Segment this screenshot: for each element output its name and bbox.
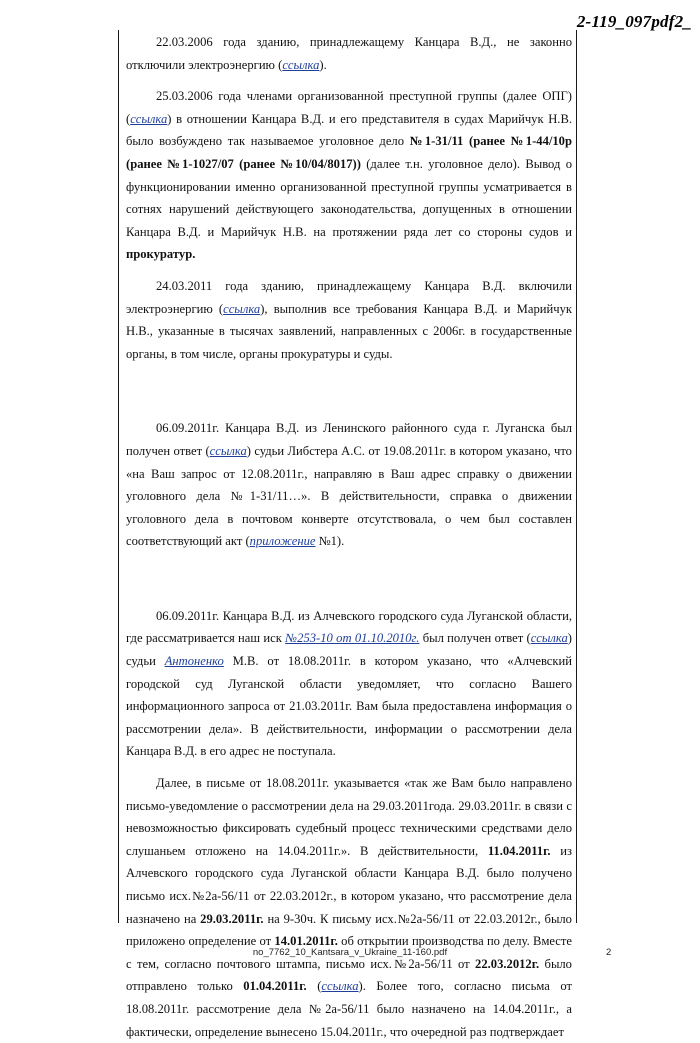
footer-filename: no_7762_10_Kantsara_v_Ukraine_11-160.pdf [252, 947, 448, 958]
text-run: об открытии производства по делу. Вместе с тем, согласно почтового штампа, письмо исх.№2а-56/11 от [126, 934, 572, 971]
paragraph-2 [126, 85, 572, 266]
text-run: 22.03.2006 года зданию, принадлежащему Канцара В.Д., не законно отключили электроэнергию ( [126, 35, 572, 72]
document-stamp: 2-119_097pdf2_ [576, 12, 692, 31]
text-run: был получен ответ ( [419, 631, 531, 646]
text-run: №1). [315, 534, 345, 549]
paragraph-4 [126, 417, 572, 553]
text-run: из Алчевского городского суда Луганской области Канцара В.Д. было получено письмо исх.№2а-56/11 от 22.03.2012г., в котором указано, что рассмотрение дела назначено на [126, 843, 572, 926]
bold-text: 14.01.2011г. [274, 934, 338, 949]
reference-link[interactable]: ссылка [130, 111, 168, 126]
reference-link[interactable]: №253-10 от 01.10.2010г. [285, 631, 420, 646]
text-run: ) судьи Либстера А.С. от 19.08.2011г. в котором указано, что «на Ваш запрос от 12.08.2011г., направляю в Ваш адрес справку о движении уголовного дела №1-31/11…». В действительности, справка о движении уголовного дела в почтовом конверте отсутствовала, о чем был составлен соответствующий акт ( [126, 443, 572, 549]
reference-link[interactable]: ссылка [321, 979, 359, 994]
bold-text: 29.03.2011г. [200, 911, 264, 926]
text-run: ), выполнив все требования Канцара В.Д. и Марийчук Н.В., указанные в тысячах заявлений, направленных с 2006г. в государственные органы, в том числе, органы прокуратуры и суды. [126, 301, 572, 361]
text-run: 25.03.2006 года членами организованной преступной группы (далее ОПГ) ( [126, 89, 572, 126]
left-margin-rule [118, 30, 119, 923]
text-run: было отправлено только [126, 956, 572, 994]
text-run: ). Более того, согласно письма от 18.08.2011г. рассмотрение дела №2а-56/11 было назначено на 14.04.2011г., а фактически, определение вынесено 15.04.2011г., что очередной раз подтверждает [126, 979, 573, 1039]
text-run: ). [319, 57, 327, 72]
text-run: 24.03.2011 года зданию, принадлежащему Канцара В.Д. включили электроэнергию ( [126, 278, 572, 316]
text-run: 06.09.2011г. Канцара В.Д. из Алчевского городского суда Луганской области, где рассматривается наш иск [126, 608, 572, 646]
text-run: М.В. от 18.08.2011г. в котором указано, что «Алчевский городской суд Луганской области уведомляет, что согласно Вашего информационного запроса от 21.03.2011г. Вам была предоставлена информация о рассмотрении дела». В действительности, информации о рассмотрении дела Канцара В.Д. в его адрес не поступала. [126, 654, 572, 759]
text-run: ( [306, 979, 322, 994]
text-run: 06.09.2011г. Канцара В.Д. из Ленинского районного суда г. Луганска был получен ответ ( [126, 421, 572, 458]
reference-link[interactable]: Антоненко [164, 654, 224, 669]
text-run: ) судьи [126, 631, 572, 669]
text-run: (далее т.н. уголовное дело). Вывод о функционировании именно организованной преступной группы усматривается в сотнях нарушений действующего законодательства, допущенных в отношении Канцара В.Д. и Марийчук Н.В. на протяжении ряда лет со стороны судов и [126, 156, 572, 239]
reference-link[interactable]: ссылка [282, 57, 320, 72]
bold-text: 01.04.2011г. [243, 979, 307, 994]
document-body [126, 31, 572, 1043]
reference-link[interactable]: ссылка [223, 301, 261, 316]
bold-text: 11.04.2011г. [487, 843, 551, 858]
paragraph-6 [126, 772, 572, 1043]
text-run: на 9-30ч. К письму исх.№2а-56/11 от 22.03.2012г., было приложено определение от [126, 911, 572, 949]
bold-text: 22.03.2012г. [475, 956, 540, 971]
reference-link[interactable]: ссылка [530, 631, 568, 646]
bold-text: №1-31/11 (ранее №1-44/10р (ранее №1-1027/07 (ранее №10/04/8017)) [126, 134, 572, 171]
reference-link[interactable]: приложение [249, 534, 316, 549]
paragraph-3 [126, 275, 572, 365]
reference-link[interactable]: ссылка [209, 443, 247, 458]
paragraph-1 [126, 31, 572, 76]
paragraph-5 [126, 605, 572, 763]
bold-text: прокуратур. [126, 247, 196, 262]
text-run: ) в отношении Канцара В.Д. и его представителя в судах Марийчук Н.В. было возбуждено так называемое уголовное дело [126, 111, 572, 149]
page-number: 2 [606, 947, 612, 958]
right-margin-rule [576, 30, 577, 923]
text-run: Далее, в письме от 18.08.2011г. указывается «так же Вам было направлено письмо-уведомление о рассмотрении дела на 29.03.2011года. 29.03.2011г. в связи с невозможностью фиксировать судебный процесс техническими средствами дело слушаньем отложено на 14.04.2011г.». В действительности, [126, 776, 572, 858]
